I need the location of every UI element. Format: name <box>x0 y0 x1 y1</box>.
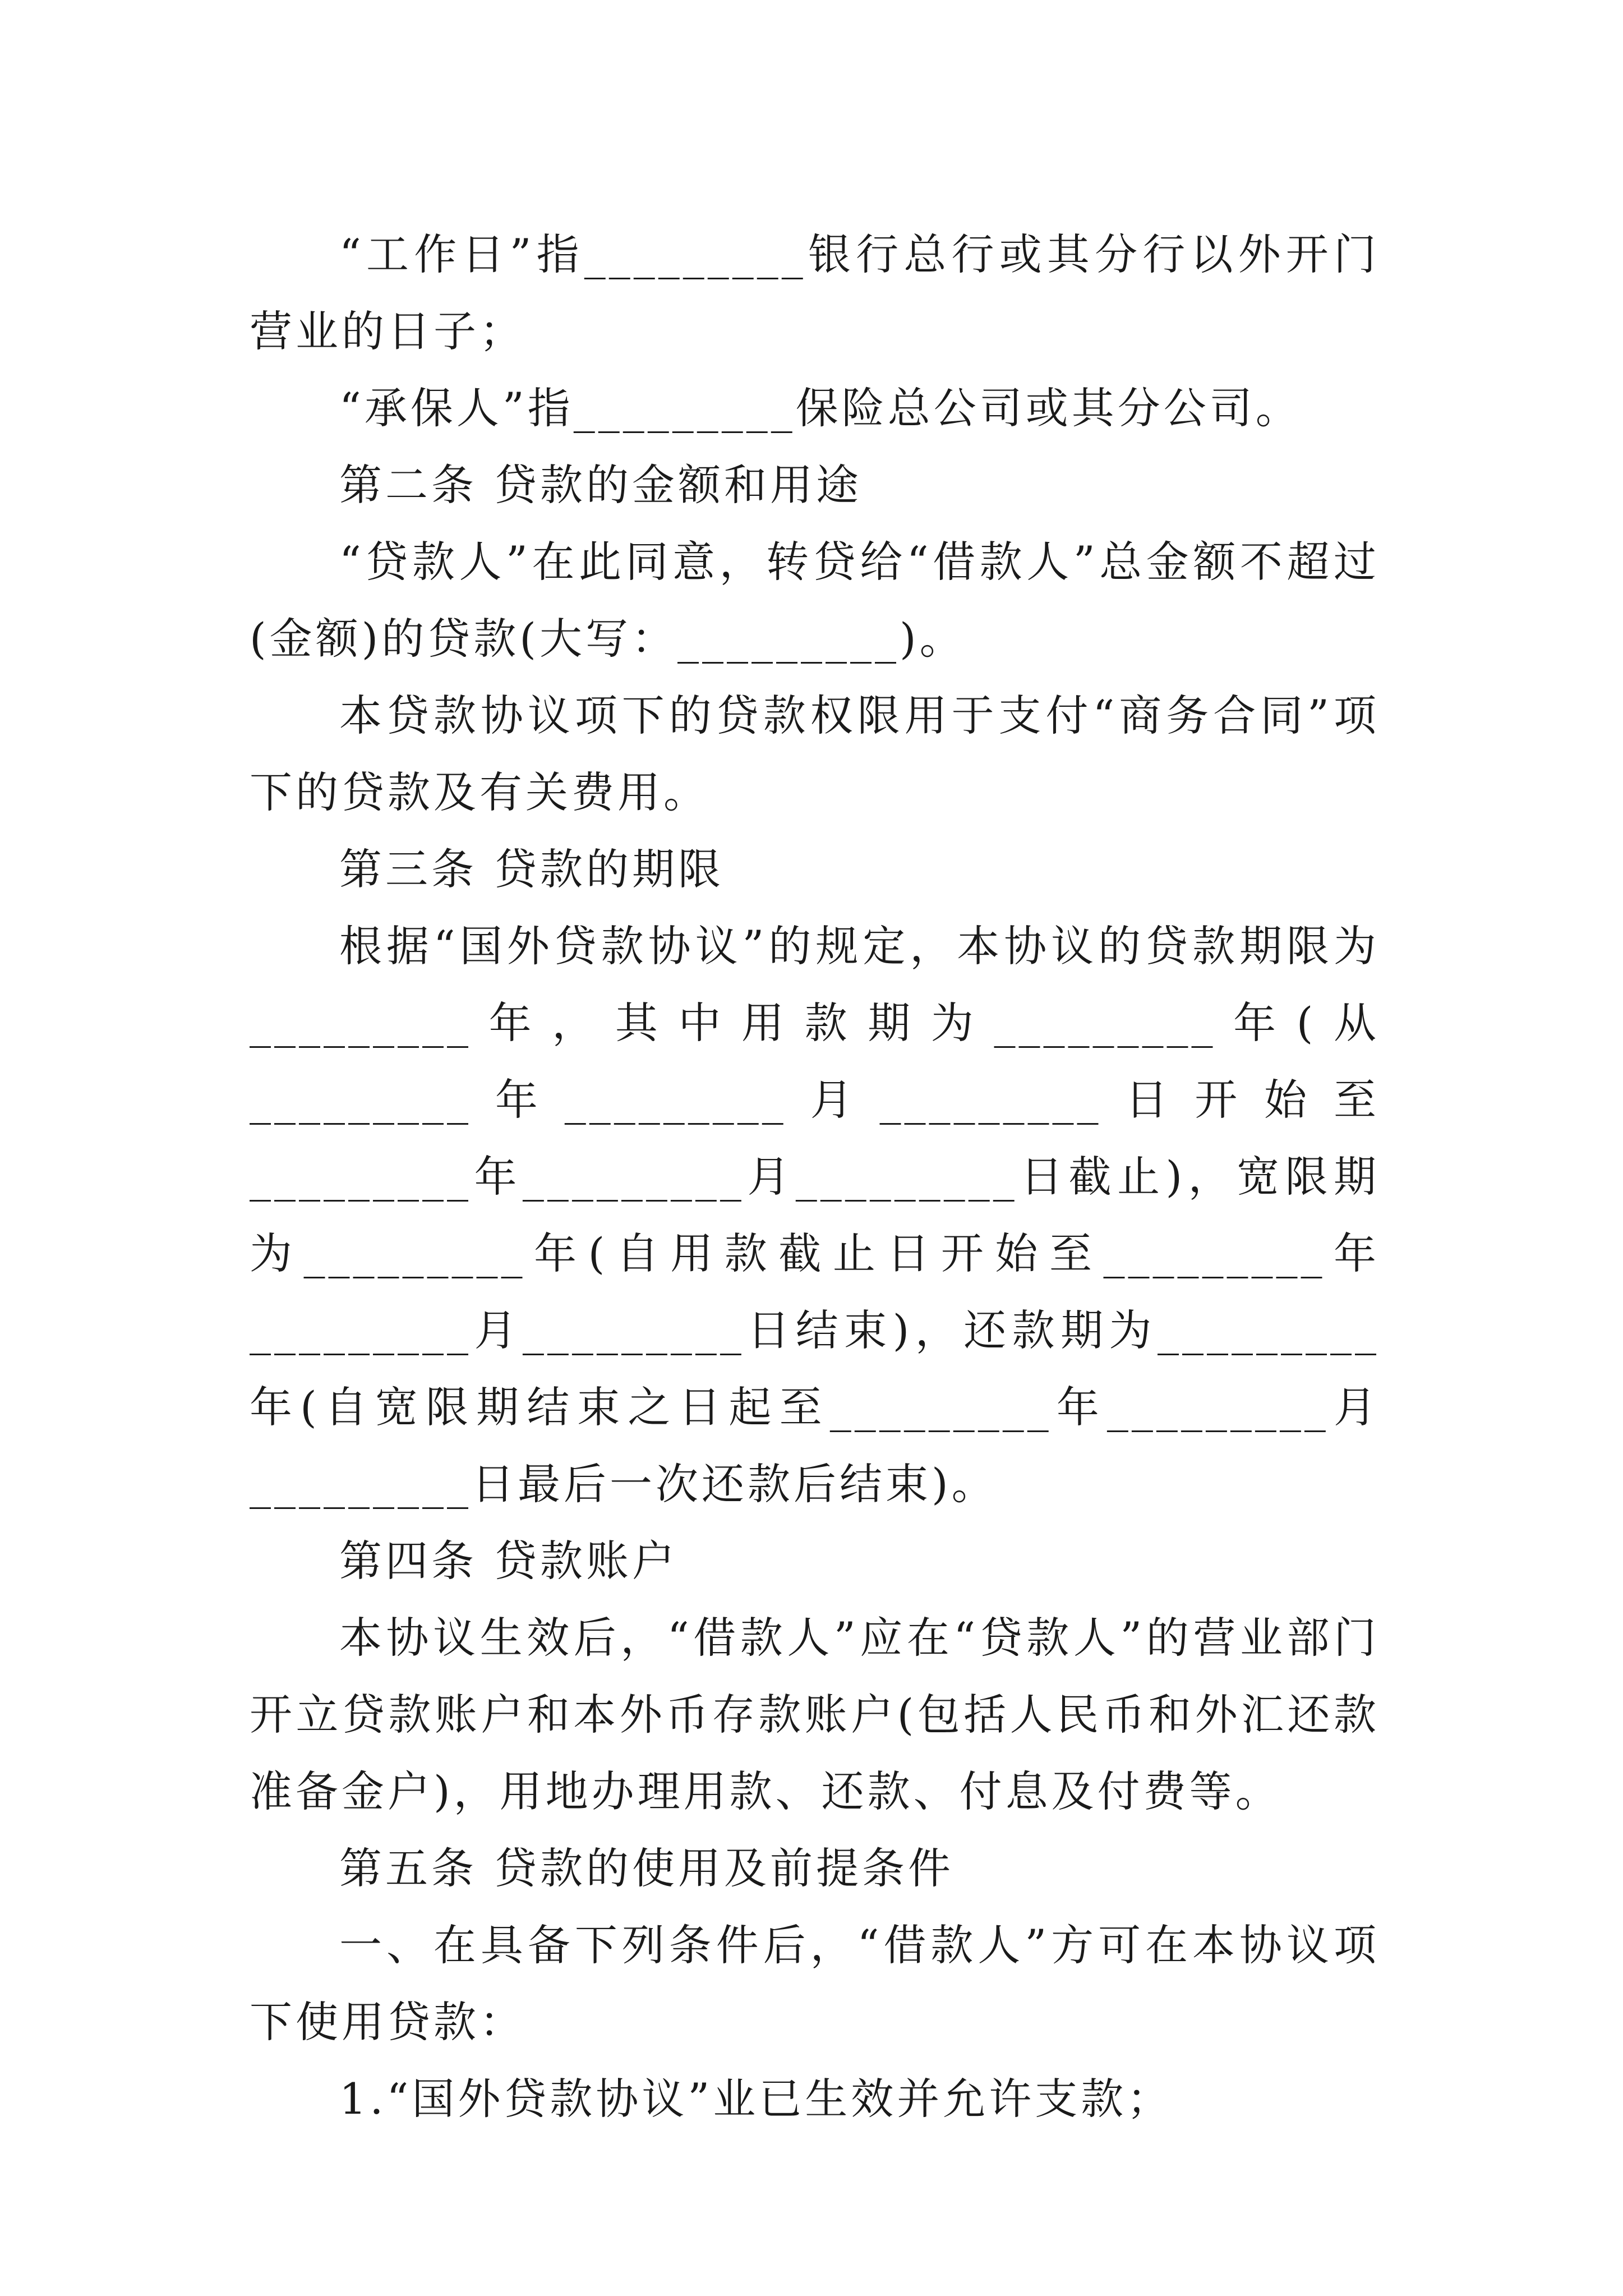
article-5-title: 贷款的使用及前提条件 <box>494 1843 954 1893</box>
article-5-paragraph-1: 一、在具备下列条件后，“借款人”方可在本协议项下使用贷款： <box>250 1920 1380 2047</box>
article-2-paragraph-2: 本贷款协议项下的贷款权限用于支付“商务合同”项下的贷款及有关费用。 <box>250 691 1380 817</box>
article-3-paragraph-1: 根据“国外贷款协议”的规定，本协议的贷款期限为_________年，其中用款期为_________年(从_________年_________月_________日开始至_________年_________月_________日截止)，宽限期为_________年(自用款截止日开始至_________年_________月_________日结束)，还款期为_________年(自宽限期结束之日起至_________年_________月_________日最后一次还款后结束)。 <box>250 921 1380 1509</box>
article-3-title: 贷款的期限 <box>494 844 724 894</box>
document-body <box>250 216 1380 2137</box>
article-2-paragraph-1: “贷款人”在此同意，转贷给“借款人”总金额不超过(金额)的贷款(大写：_________)。 <box>250 537 1380 664</box>
article-3-heading <box>250 831 1380 908</box>
article-4-heading <box>250 1522 1380 1599</box>
article-5-item-1: 1.“国外贷款协议”业已生效并允许支款； <box>339 2074 1173 2124</box>
article-3-label: 第三条 <box>339 844 477 894</box>
article-5-label: 第五条 <box>339 1843 477 1893</box>
workday-definition: “工作日”指_________银行总行或其分行以外开门营业的日子； <box>250 229 1380 356</box>
article-2-title: 贷款的金额和用途 <box>494 460 862 510</box>
article-2-label: 第二条 <box>339 460 477 510</box>
article-4-paragraph-1: 本协议生效后，“借款人”应在“贷款人”的营业部门开立贷款账户和本外币存款账户(包括人民币和外汇还款准备金户)，用地办理用款、还款、付息及付费等。 <box>250 1613 1380 1816</box>
article-2-heading <box>250 447 1380 523</box>
article-4-title: 贷款账户 <box>494 1536 678 1586</box>
article-4-label: 第四条 <box>339 1536 477 1586</box>
article-5-heading <box>250 1830 1380 1907</box>
insurer-definition: “承保人”指_________保险总公司或其分公司。 <box>339 383 1302 433</box>
